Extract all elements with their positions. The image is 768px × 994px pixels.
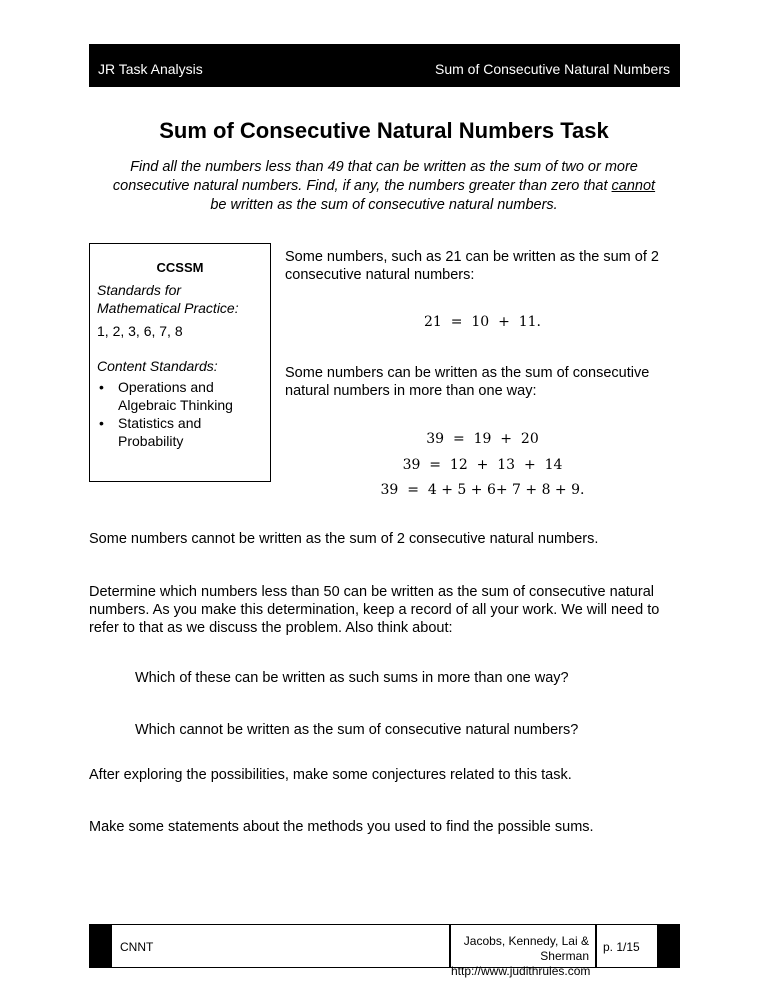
task-intro: [110, 158, 658, 215]
intro-after: be written as the sum of consecutive natural numbers.: [210, 197, 558, 213]
footer-left-text: CNNT: [120, 940, 154, 954]
list-item: • Statistics and Probability: [97, 414, 267, 450]
footer-url[interactable]: http://www.judithrules.com: [451, 964, 591, 978]
example1-text: Some numbers, such as 21 can be written as the sum of 2 consecutive natural numbers:: [285, 249, 659, 283]
ccssm-box: [89, 243, 271, 482]
intro-before: Find all the numbers less than 49 that can be written as the sum of two or more consecutive natural numbers. Find, if any, the numbers greater than zero that: [112, 159, 638, 194]
smp-label: Standards for Mathematical Practice:: [97, 282, 239, 316]
page-footer: [89, 924, 680, 978]
example1-equation: 21 = 10 + 11.: [424, 314, 541, 330]
example2-equation-1: 39 = 19 + 20: [426, 431, 539, 447]
content-standards-label: Content Standards:: [97, 358, 218, 374]
intro-underlined: cannot: [611, 178, 656, 194]
paragraph-4: Make some statements about the methods you used to find the possible sums.: [89, 819, 594, 835]
question-2: Which cannot be written as the sum of consecutive natural numbers?: [135, 722, 579, 738]
example2-equation-3: 39 = 4 + 5 + 6+ 7 + 8 + 9.: [380, 482, 585, 498]
paragraph-2: Determine which numbers less than 50 can be written as the sum of consecutive natural numbers. As you make this determination, keep a record of all your work. We will need to refer to that as we discuss the problem. Also think about:: [89, 584, 660, 636]
page-number: p. 1/15: [603, 940, 640, 954]
example2-equation-2: 39 = 12 + 13 + 14: [402, 457, 563, 473]
question-1: Which of these can be written as such sums in more than one way?: [135, 670, 569, 686]
page-title: Sum of Consecutive Natural Numbers Task: [159, 118, 609, 143]
footer-page-cell: [597, 924, 657, 968]
list-item: • Operations and Algebraic Thinking: [97, 378, 267, 414]
example2-text: Some numbers can be written as the sum of consecutive natural numbers in more than one way:: [285, 365, 650, 399]
page-header: [89, 44, 680, 87]
footer-authors: Jacobs, Kennedy, Lai & Sherman: [463, 934, 589, 963]
ccssm-title: CCSSM: [156, 260, 204, 275]
header-left-text: JR Task Analysis: [98, 61, 203, 77]
paragraph-1: Some numbers cannot be written as the sum of 2 consecutive natural numbers.: [89, 531, 599, 547]
paragraph-3: After exploring the possibilities, make some conjectures related to this task.: [89, 767, 572, 783]
smp-value: 1, 2, 3, 6, 7, 8: [97, 323, 183, 339]
footer-left-cell: [112, 924, 449, 968]
header-right-text: Sum of Consecutive Natural Numbers: [435, 61, 670, 77]
content-standards-list: [97, 378, 267, 450]
footer-author-cell: [451, 924, 595, 978]
